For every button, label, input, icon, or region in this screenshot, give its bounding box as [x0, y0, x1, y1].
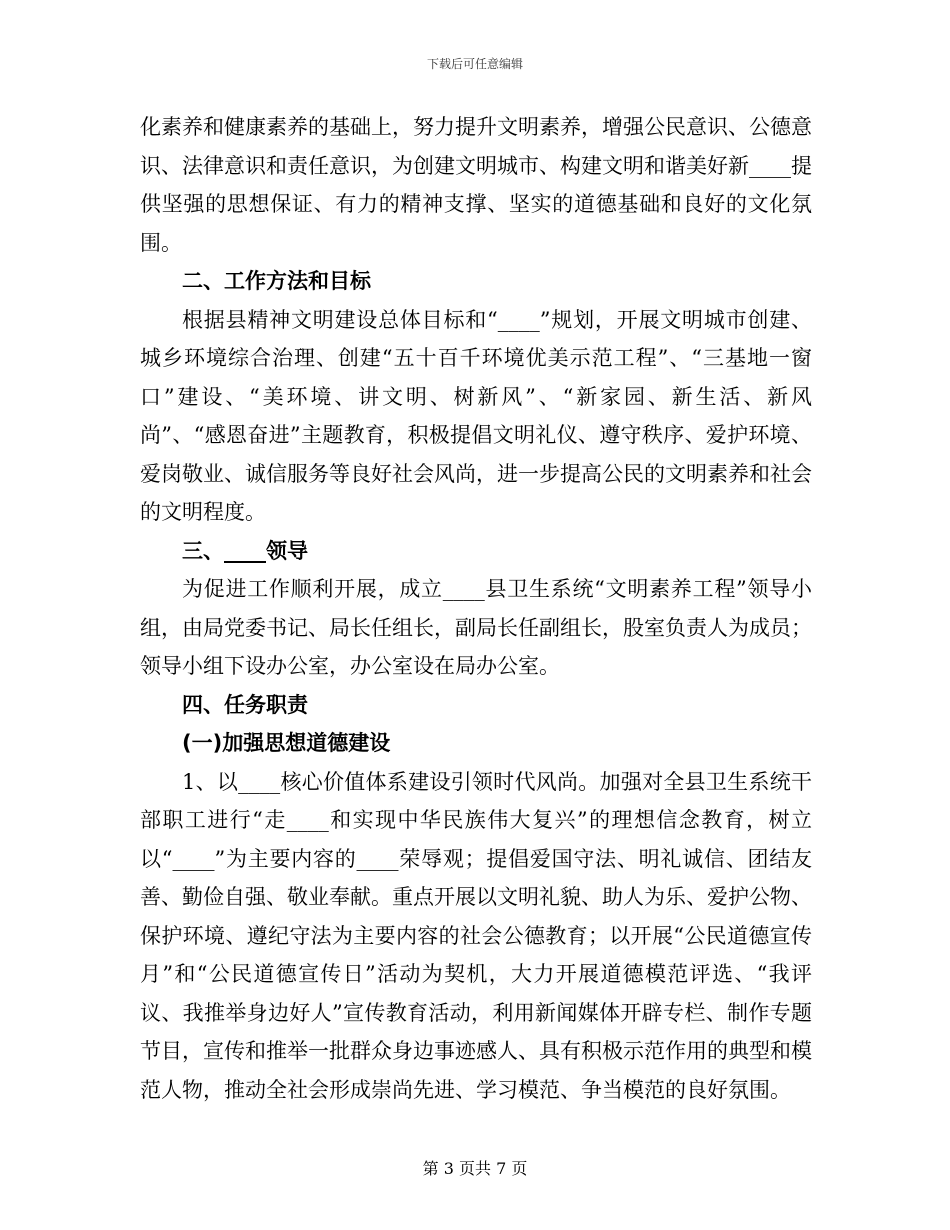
paragraph-leadership: 为促进工作顺利开展，成立____县卫生系统“文明素养工程”领导小组，由局党委书记、局长任组长，副局长任副组长，股室负责人为成员；领导小组下设办公室，办公室设在局办公室。 — [140, 577, 812, 678]
paragraph-methods: 根据县精神文明建设总体目标和“____”规划，开展文明城市创建、城乡环境综合治理、创建“五十百千环境优美示范工程”、“三基地一窗口”建设、“美环境、讲文明、树新风”、“新家园、新生活、新风尚”、“感恩奋进”主题教育，积极提倡文明礼仪、遵守秩序、爱护环境、爱岗敬业、诚信服务等良好社会风尚，进一步提高公民的文明素养和社会的文明程度。 — [140, 307, 812, 524]
section-heading-leadership: 三、____领导 — [182, 538, 308, 563]
page-footer: 第 3 页共 7 页 — [422, 1159, 528, 1178]
paragraph-continuation: 化素养和健康素养的基础上，努力提升文明素养，增强公民意识、公德意识、法律意识和责任意识，为创建文明城市、构建文明和谐美好新____提供坚强的思想保证、有力的精神支撑、坚实的道德基础和良好的文化氛围。 — [140, 115, 812, 255]
subsection-heading-moral-building: (一)加强思想道德建设 — [182, 731, 391, 755]
section-heading-tasks: 四、任务职责 — [182, 692, 308, 717]
paragraph-item-1: 1、以____核心价值体系建设引领时代风尚。加强对全县卫生系统干部职工进行“走____和实现中华民族伟大复兴”的理想信念教育，树立以“____”为主要内容的____荣辱观；提倡爱国守法、明礼诚信、团结友善、勤俭自强、敬业奉献。重点开展以文明礼貌、助人为乐、爱护公物、保护环境、遵纪守法为主要内容的社会公德教育；以开展“公民道德宣传月”和“公民道德宣传日”活动为契机，大力开展道德模范评选、“我评议、我推举身边好人”宣传教育活动，利用新闻媒体开辟专栏、制作专题节目，宣传和推举一批群众身边事迹感人、具有积极示范作用的典型和模范人物，推动全社会形成崇尚先进、学习模范、争当模范的良好氛围。 — [140, 769, 812, 1102]
page-header: 下载后可任意编辑 — [426, 57, 523, 71]
document-body — [140, 108, 812, 1109]
section-heading-methods-goals: 二、工作方法和目标 — [182, 269, 371, 293]
